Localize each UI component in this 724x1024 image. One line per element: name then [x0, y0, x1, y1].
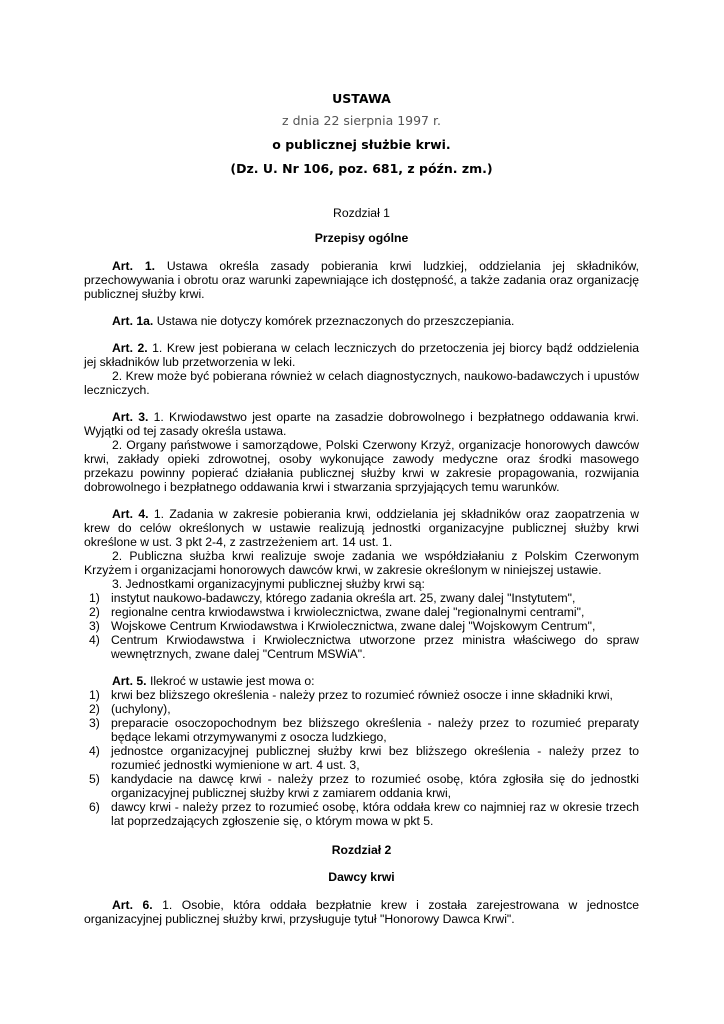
- list-item-number: 3): [89, 716, 100, 730]
- list-item-number: 6): [89, 800, 100, 814]
- article-2-label: Art. 2.: [112, 341, 148, 355]
- article-3-para-2: 2. Organy państwowe i samorządowe, Polski Czerwony Krzyż, organizacje honorowych dawców krwi, zakłady opieki zdrowotnej, osoby wykonujące zawody medyczne oraz środki masowego przekazu powinny popierać działania publicznej służby krwi w zakresie propagowania, rozwijania dobrowolnego i bezpłatnego oddawania krwi i stwarzania sprzyjających temu warunków.: [84, 438, 639, 494]
- list-item-text: dawcy krwi - należy przez to rozumieć osobę, która oddała krew co najmniej raz w okresie trzech lat poprzedzających zgłoszenie się, o którym mowa w pkt 5.: [111, 800, 639, 828]
- list-item: [84, 688, 639, 702]
- article-4-para-2: 2. Publiczna służba krwi realizuje swoje zadania we współdziałaniu z Polskim Czerwonym Krzyżem i organizacjami honorowych dawców krwi, w zakresie określonym w niniejszej ustawie.: [84, 549, 639, 577]
- list-item-number: 2): [89, 702, 100, 716]
- article-4-label: Art. 4.: [112, 507, 149, 521]
- act-subject: o publicznej służbie krwi.: [272, 137, 451, 152]
- article-5-intro-text: Ilekroć w ustawie jest mowa o:: [149, 674, 315, 688]
- article-4-para-3: 3. Jednostkami organizacyjnymi publicznej służby krwi są:: [112, 577, 425, 591]
- list-item-text: kandydacie na dawcę krwi - należy przez to rozumieć osobę, która zgłosiła się do jednostki organizacyjnej publicznej służby krwi z zamiarem oddania krwi,: [111, 772, 639, 800]
- list-item-text: jednostce organizacyjnej publicznej służby krwi bez bliższego określenia - należy przez to rozumieć jednostki wymienione w art. 4 ust. 3,: [111, 744, 639, 772]
- article-4-list: [84, 591, 639, 661]
- chapter-1-title: Rozdział 1: [333, 206, 390, 220]
- list-item: [84, 605, 639, 619]
- list-item: [84, 772, 639, 800]
- list-item: [84, 702, 639, 716]
- chapter-1-subtitle: Przepisy ogólne: [314, 231, 409, 245]
- article-1-label: Art. 1.: [112, 259, 156, 273]
- article-2-text-1: 1. Krew jest pobierana w celach leczniczych do przetoczenia jej biorcy bądź oddzielenia jej składników lub przetworzenia w leki.: [84, 341, 639, 369]
- list-item-text: Wojskowe Centrum Krwiodawstwa i Krwiolecznictwa, zwane dalej "Wojskowym Centrum",: [111, 619, 596, 633]
- list-item-number: 3): [89, 619, 100, 633]
- article-1: [84, 259, 639, 301]
- chapter-2-title: Rozdział 2: [331, 843, 392, 857]
- article-3-para-1: [84, 410, 639, 438]
- act-publication: (Dz. U. Nr 106, poz. 681, z późn. zm.): [230, 161, 493, 176]
- article-6-label: Art. 6.: [112, 898, 153, 912]
- article-5-intro: [84, 674, 639, 688]
- article-4-text-1: 1. Zadania w zakresie pobierania krwi, oddzielania jej składników oraz zaopatrzenia w krew do celów określonych w ustawie realizują jednostki organizacyjne publicznej służby krwi określone w ust. 3 pkt 2-4, z zastrzeżeniem art. 14 ust. 1.: [84, 507, 639, 549]
- article-4-para-1: [84, 507, 639, 549]
- chapter-2-subtitle: Dawcy krwi: [328, 870, 395, 884]
- article-1a: [84, 314, 639, 328]
- article-3-text-1: 1. Krwiodawstwo jest oparte na zasadzie dobrowolnego i bezpłatnego oddawania krwi. Wyjątki od tej zasady określa ustawa.: [84, 410, 640, 438]
- list-item: [84, 633, 639, 661]
- list-item-number: 5): [89, 772, 100, 786]
- list-item: [84, 591, 639, 605]
- article-6: [84, 898, 639, 926]
- list-item-number: 4): [89, 633, 100, 647]
- list-item-number: 4): [89, 744, 100, 758]
- list-item-text: (uchylony),: [111, 702, 171, 716]
- list-item-text: krwi bez bliższego określenia - należy przez to rozumieć również osocze i inne składniki krwi,: [111, 688, 613, 702]
- list-item-text: Centrum Krwiodawstwa i Krwiolecznictwa utworzone przez ministra właściwego do spraw wewnętrznych, zwane dalej "Centrum MSWiA".: [111, 633, 639, 661]
- article-2-para-2: 2. Krew może być pobierana również w celach diagnostycznych, naukowo-badawczych i upustów leczniczych.: [84, 369, 639, 397]
- list-item-number: 1): [89, 591, 100, 605]
- article-5-list: [84, 688, 639, 828]
- document-page: [84, 92, 639, 926]
- list-item: [84, 800, 639, 828]
- list-item: [84, 744, 639, 772]
- act-type: USTAWA: [332, 91, 391, 106]
- list-item-text: preparacie osoczopochodnym bez bliższego określenia - należy przez to rozumieć preparaty będące lekami otrzymywanymi z osocza ludzkiego,: [111, 716, 639, 744]
- list-item-text: regionalne centra krwiodawstwa i krwiolecznictwa, zwane dalej "regionalnymi centrami",: [111, 605, 585, 619]
- article-3-label: Art. 3.: [112, 410, 149, 424]
- list-item: [84, 619, 639, 633]
- article-6-text: 1. Osobie, która oddała bezpłatnie krew i została zarejestrowana w jednostce organizacyjnej publicznej służby krwi, przysługuje tytuł "Honorowy Dawca Krwi".: [84, 898, 639, 926]
- list-item-number: 1): [89, 688, 100, 702]
- article-2-para-1: [84, 341, 639, 369]
- article-5-label: Art. 5.: [112, 674, 147, 688]
- list-item-text: instytut naukowo-badawczy, którego zadania określa art. 25, zwany dalej "Instytutem",: [111, 591, 576, 605]
- article-1a-text: Ustawa nie dotyczy komórek przeznaczonych do przeszczepiania.: [156, 314, 515, 328]
- article-1a-label: Art. 1a.: [112, 314, 154, 328]
- list-item-number: 2): [89, 605, 100, 619]
- article-1-text: Ustawa określa zasady pobierania krwi ludzkiej, oddzielania jej składników, przechowywania i obrotu oraz warunki zapewniające ich dostępność, a także zadania oraz organizację publicznej służby krwi.: [84, 259, 639, 301]
- list-item: [84, 716, 639, 744]
- act-date: z dnia 22 sierpnia 1997 r.: [282, 113, 441, 128]
